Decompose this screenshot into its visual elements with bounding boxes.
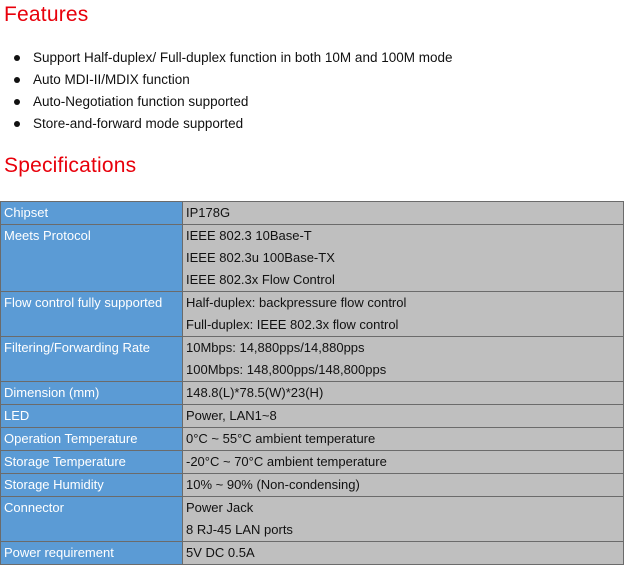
spec-label: Power requirement: [1, 542, 183, 565]
spec-value: [183, 337, 624, 382]
spec-value: [183, 497, 624, 542]
bullet-icon: [14, 121, 20, 127]
spec-value-line: 5V DC 0.5A: [186, 545, 255, 560]
spec-row-chipset: [1, 202, 624, 225]
feature-item: [0, 113, 453, 135]
spec-row-filtering-rate: [1, 337, 624, 382]
bullet-icon: [14, 99, 20, 105]
spec-value: [183, 382, 624, 405]
spec-label: Dimension (mm): [1, 382, 183, 405]
spec-value-line: Power, LAN1~8: [186, 408, 277, 423]
spec-row-power-requirement: [1, 542, 624, 565]
spec-value-line: 10% ~ 90% (Non-condensing): [186, 477, 360, 492]
spec-row-meets-protocol: [1, 225, 624, 292]
spec-value-line: 0°C ~ 55°C ambient temperature: [186, 431, 376, 446]
spec-value-line: -20°C ~ 70°C ambient temperature: [186, 454, 387, 469]
spec-value: [183, 542, 624, 565]
spec-value-line: IEEE 802.3x Flow Control: [186, 272, 335, 287]
features-heading: Features: [4, 3, 89, 26]
spec-label: Storage Humidity: [1, 474, 183, 497]
spec-value: [183, 451, 624, 474]
spec-row-led: [1, 405, 624, 428]
feature-item: [0, 69, 453, 91]
spec-label: Flow control fully supported: [1, 292, 183, 337]
feature-text: Store-and-forward mode supported: [33, 116, 244, 131]
spec-value: [183, 292, 624, 337]
spec-label: LED: [1, 405, 183, 428]
spec-value: [183, 474, 624, 497]
feature-item: [0, 91, 453, 113]
feature-text: Auto MDI-II/MDIX function: [33, 72, 190, 87]
spec-label: Connector: [1, 497, 183, 542]
spec-label: Meets Protocol: [1, 225, 183, 292]
spec-value-line: Full-duplex: IEEE 802.3x flow control: [186, 317, 399, 332]
feature-item: [0, 47, 453, 69]
features-list: [0, 47, 453, 135]
spec-label: Filtering/Forwarding Rate: [1, 337, 183, 382]
specifications-table: [0, 201, 624, 565]
bullet-icon: [14, 55, 20, 61]
feature-text: Support Half-duplex/ Full-duplex function in both 10M and 100M mode: [33, 50, 453, 65]
spec-value-line: Half-duplex: backpressure flow control: [186, 295, 407, 310]
spec-value: [183, 202, 624, 225]
spec-row-storage-temperature: [1, 451, 624, 474]
spec-row-operation-temperature: [1, 428, 624, 451]
spec-value-line: Power Jack: [186, 500, 254, 515]
bullet-icon: [14, 77, 20, 83]
spec-row-dimension: [1, 382, 624, 405]
spec-value: [183, 225, 624, 292]
spec-label: Chipset: [1, 202, 183, 225]
spec-value: [183, 405, 624, 428]
specifications-heading: Specifications: [4, 154, 137, 177]
spec-value-line: 10Mbps: 14,880pps/14,880pps: [186, 340, 365, 355]
spec-label: Operation Temperature: [1, 428, 183, 451]
spec-value-line: IP178G: [186, 205, 231, 220]
spec-value: [183, 428, 624, 451]
spec-label: Storage Temperature: [1, 451, 183, 474]
spec-row-storage-humidity: [1, 474, 624, 497]
spec-row-flow-control: [1, 292, 624, 337]
feature-text: Auto-Negotiation function supported: [33, 94, 249, 109]
spec-value-line: 148.8(L)*78.5(W)*23(H): [186, 385, 324, 400]
spec-value-line: 100Mbps: 148,800pps/148,800pps: [186, 362, 387, 377]
spec-value-line: IEEE 802.3u 100Base-TX: [186, 250, 335, 265]
spec-value-line: IEEE 802.3 10Base-T: [186, 228, 312, 243]
spec-row-connector: [1, 497, 624, 542]
spec-value-line: 8 RJ-45 LAN ports: [186, 522, 293, 537]
